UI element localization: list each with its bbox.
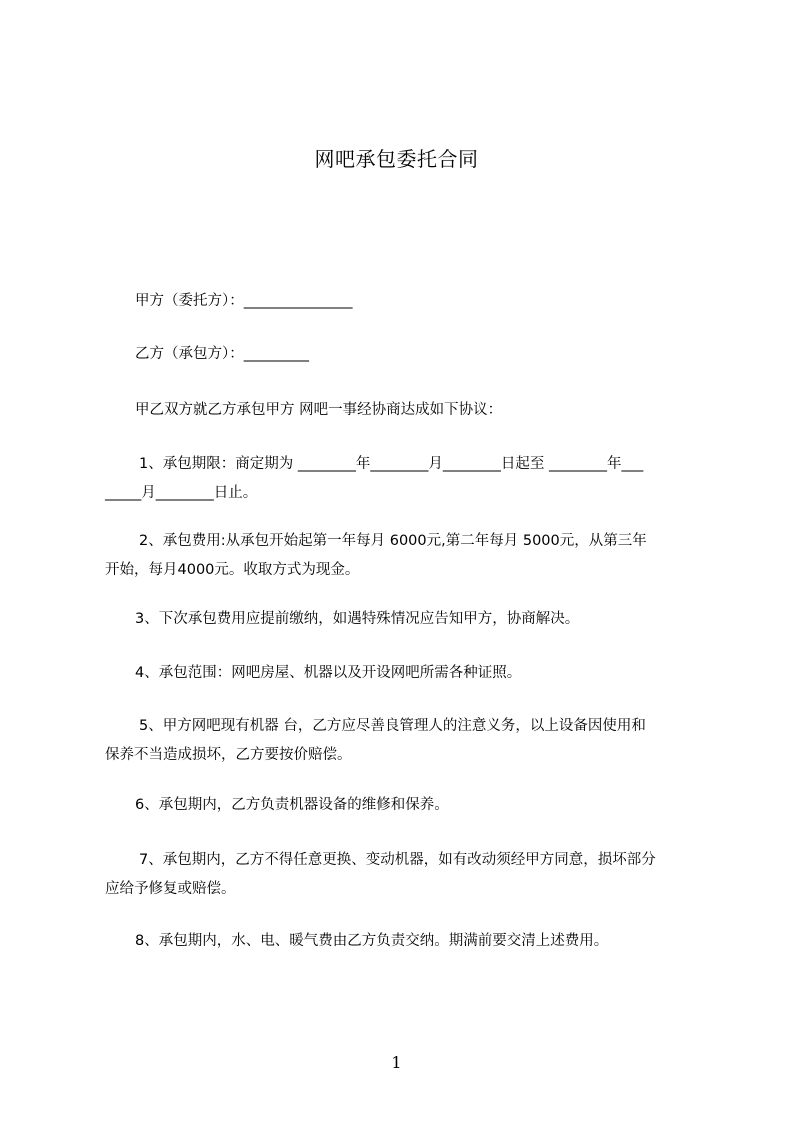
clause-3-line-1: 3、下次承包费用应提前缴纳，如遇特殊情况应告知甲方，协商解决。 xyxy=(135,611,580,627)
intro-text: 甲乙双方就乙方承包甲方 网吧一事经协商达成如下协议： xyxy=(135,402,503,418)
clause-7-line-1: 7、承包期内，乙方不得任意更换、变动机器，如有改动须经甲方同意，损坏部分 xyxy=(139,852,656,868)
party-b-text: 乙方（承包方）：_________ xyxy=(135,346,309,362)
clause-6 xyxy=(105,791,705,820)
clause-1-line-2: _____月________日止。 xyxy=(105,485,258,501)
clause-6-line-1: 6、承包期内，乙方负责机器设备的维修和保养。 xyxy=(135,797,449,813)
document-title: 网吧承包委托合同 xyxy=(314,147,479,171)
party-b-line xyxy=(105,340,705,369)
clause-3 xyxy=(105,605,705,634)
clause-2-line-1: 2、承包费用:从承包开始起第一年每月 6000元,第二年每月 5000元，从第三年 xyxy=(139,533,647,549)
party-a-text: 甲方（委托方）：_______________ xyxy=(135,293,353,309)
party-a-line xyxy=(105,287,705,316)
clause-4-line-1: 4、承包范围：网吧房屋、机器以及开设网吧所需各种证照。 xyxy=(135,665,522,681)
clause-5-line-1: 5、甲方网吧现有机器 台，乙方应尽善良管理人的注意义务，以上设备因使用和 xyxy=(139,718,646,734)
intro-paragraph xyxy=(105,396,705,425)
clause-8-line-1: 8、承包期内，水、电、暖气费由乙方负责交纳。期满前要交清上述费用。 xyxy=(135,933,609,949)
clause-1 xyxy=(105,450,705,508)
clause-7 xyxy=(105,846,705,904)
clause-5-line-2: 保养不当造成损坏，乙方要按价赔偿。 xyxy=(105,747,352,763)
clause-2 xyxy=(105,527,705,585)
clause-7-line-2: 应给予修复或赔偿。 xyxy=(105,881,236,897)
clause-8 xyxy=(105,927,705,956)
clause-1-line-1: 1、承包期限：商定期为 ________年________月________日起至 ________年___ xyxy=(139,456,644,472)
page-number: 1 xyxy=(391,1053,402,1072)
clause-2-line-2: 开始，每月4000元。收取方式为现金。 xyxy=(105,562,360,578)
clause-4 xyxy=(105,659,705,688)
clause-5 xyxy=(105,712,705,770)
